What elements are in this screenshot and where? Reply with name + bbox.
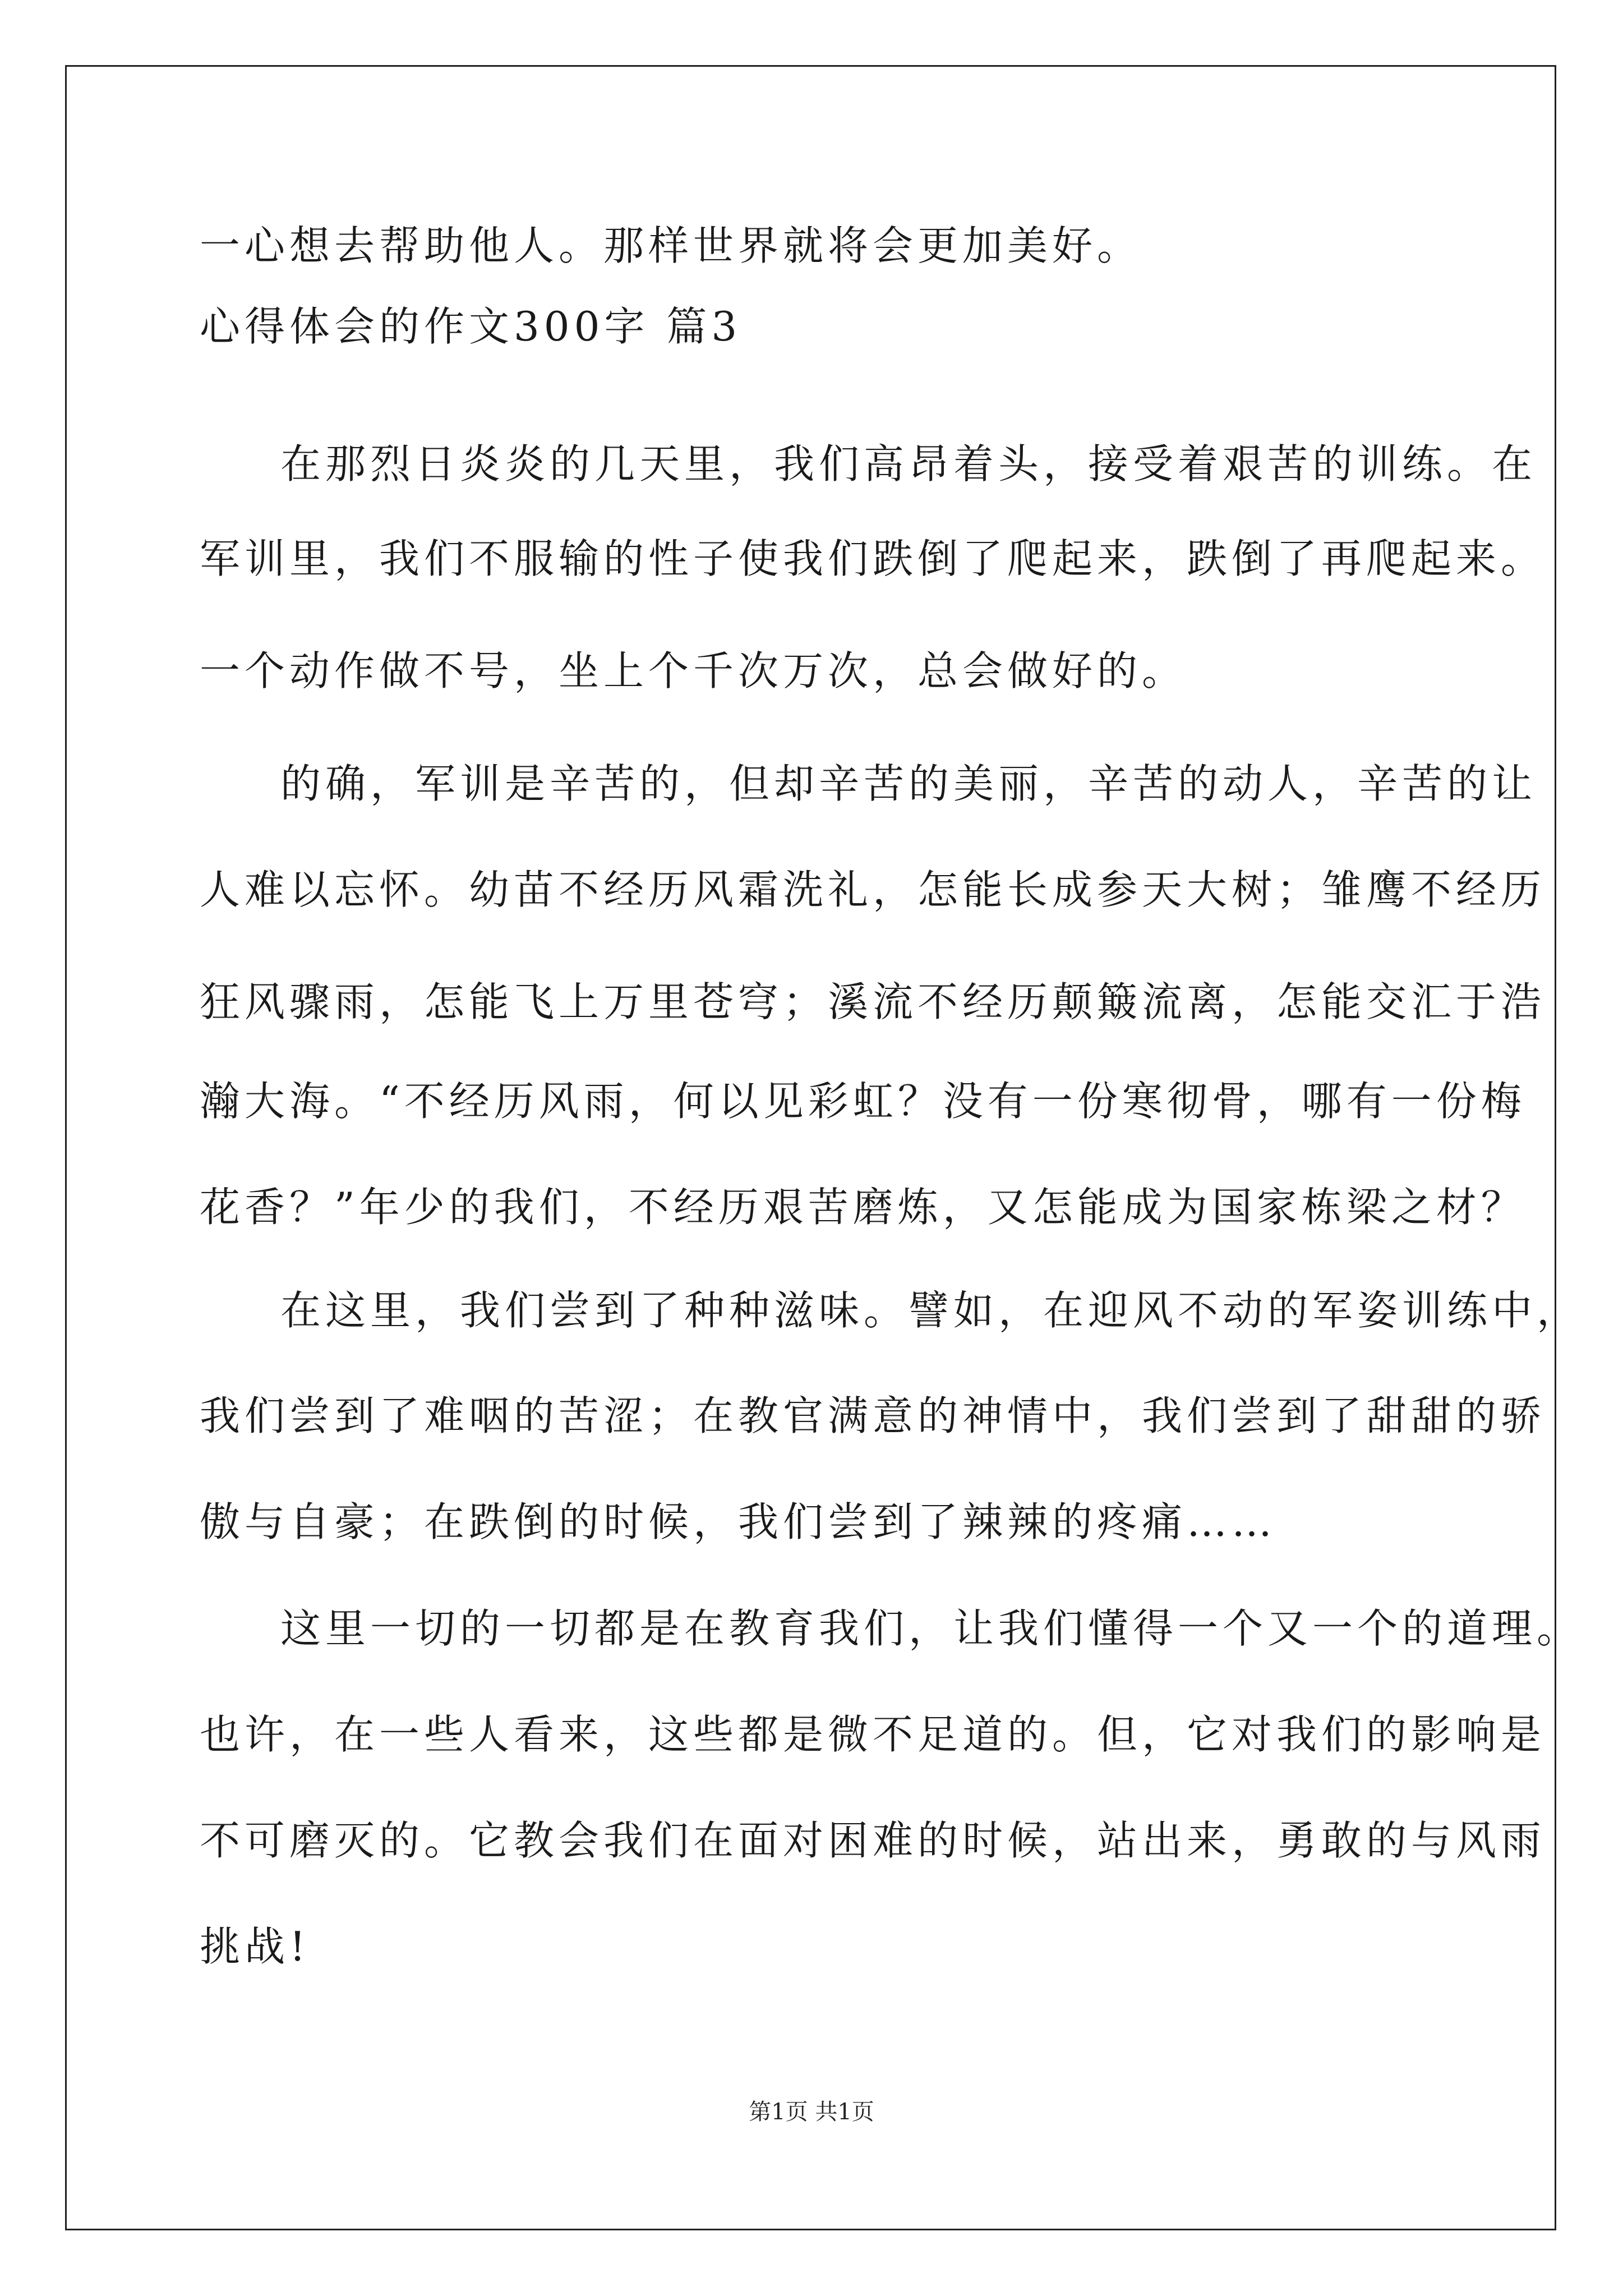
text-line: 一个动作做不号，坐上个千次万次，总会做好的。 <box>200 647 1187 694</box>
text-line: 傲与自豪；在跌倒的时候，我们尝到了辣辣的疼痛…… <box>200 1498 1277 1545</box>
text-line: 狂风骤雨，怎能飞上万里苍穹；溪流不经历颠簸流离，怎能交汇于浩 <box>200 978 1546 1025</box>
text-line: 军训里，我们不服输的性子使我们跌倒了爬起来，跌倒了再爬起来。 <box>200 535 1546 582</box>
text-line: 的确，军训是辛苦的，但却辛苦的美丽，辛苦的动人，辛苦的让 <box>280 760 1537 807</box>
text-line: 在那烈日炎炎的几天里，我们高昂着头，接受着艰苦的训练。在 <box>280 440 1537 487</box>
text-line: 瀚大海。“不经历风雨，何以见彩虹？没有一份寒彻骨，哪有一份梅 <box>200 1078 1526 1125</box>
page-footer: 第1页 共1页 <box>749 2099 874 2125</box>
text-line: 也许，在一些人看来，这些都是微不足道的。但，它对我们的影响是 <box>200 1711 1546 1758</box>
text-line: 不可磨灭的。它教会我们在面对困难的时候，站出来，勇敢的与风雨 <box>200 1817 1546 1864</box>
section-heading: 心得体会的作文300字 篇3 <box>200 303 742 350</box>
text-line: 在这里，我们尝到了种种滋味。譬如，在迎风不动的军姿训练中， <box>280 1287 1582 1334</box>
text-line: 这里一切的一切都是在教育我们，让我们懂得一个又一个的道理。 <box>280 1605 1582 1652</box>
text-line: 花香？”年少的我们，不经历艰苦磨炼，又怎能成为国家栋梁之材？ <box>200 1184 1526 1231</box>
text-line: 一心想去帮助他人。那样世界就将会更加美好。 <box>200 222 1142 269</box>
text-line: 挑战! <box>200 1923 310 1970</box>
page-border <box>65 65 1556 2230</box>
text-line: 我们尝到了难咽的苦涩；在教官满意的神情中，我们尝到了甜甜的骄 <box>200 1392 1546 1439</box>
text-line: 人难以忘怀。幼苗不经历风霜洗礼，怎能长成参天大树；雏鹰不经历 <box>200 866 1546 913</box>
